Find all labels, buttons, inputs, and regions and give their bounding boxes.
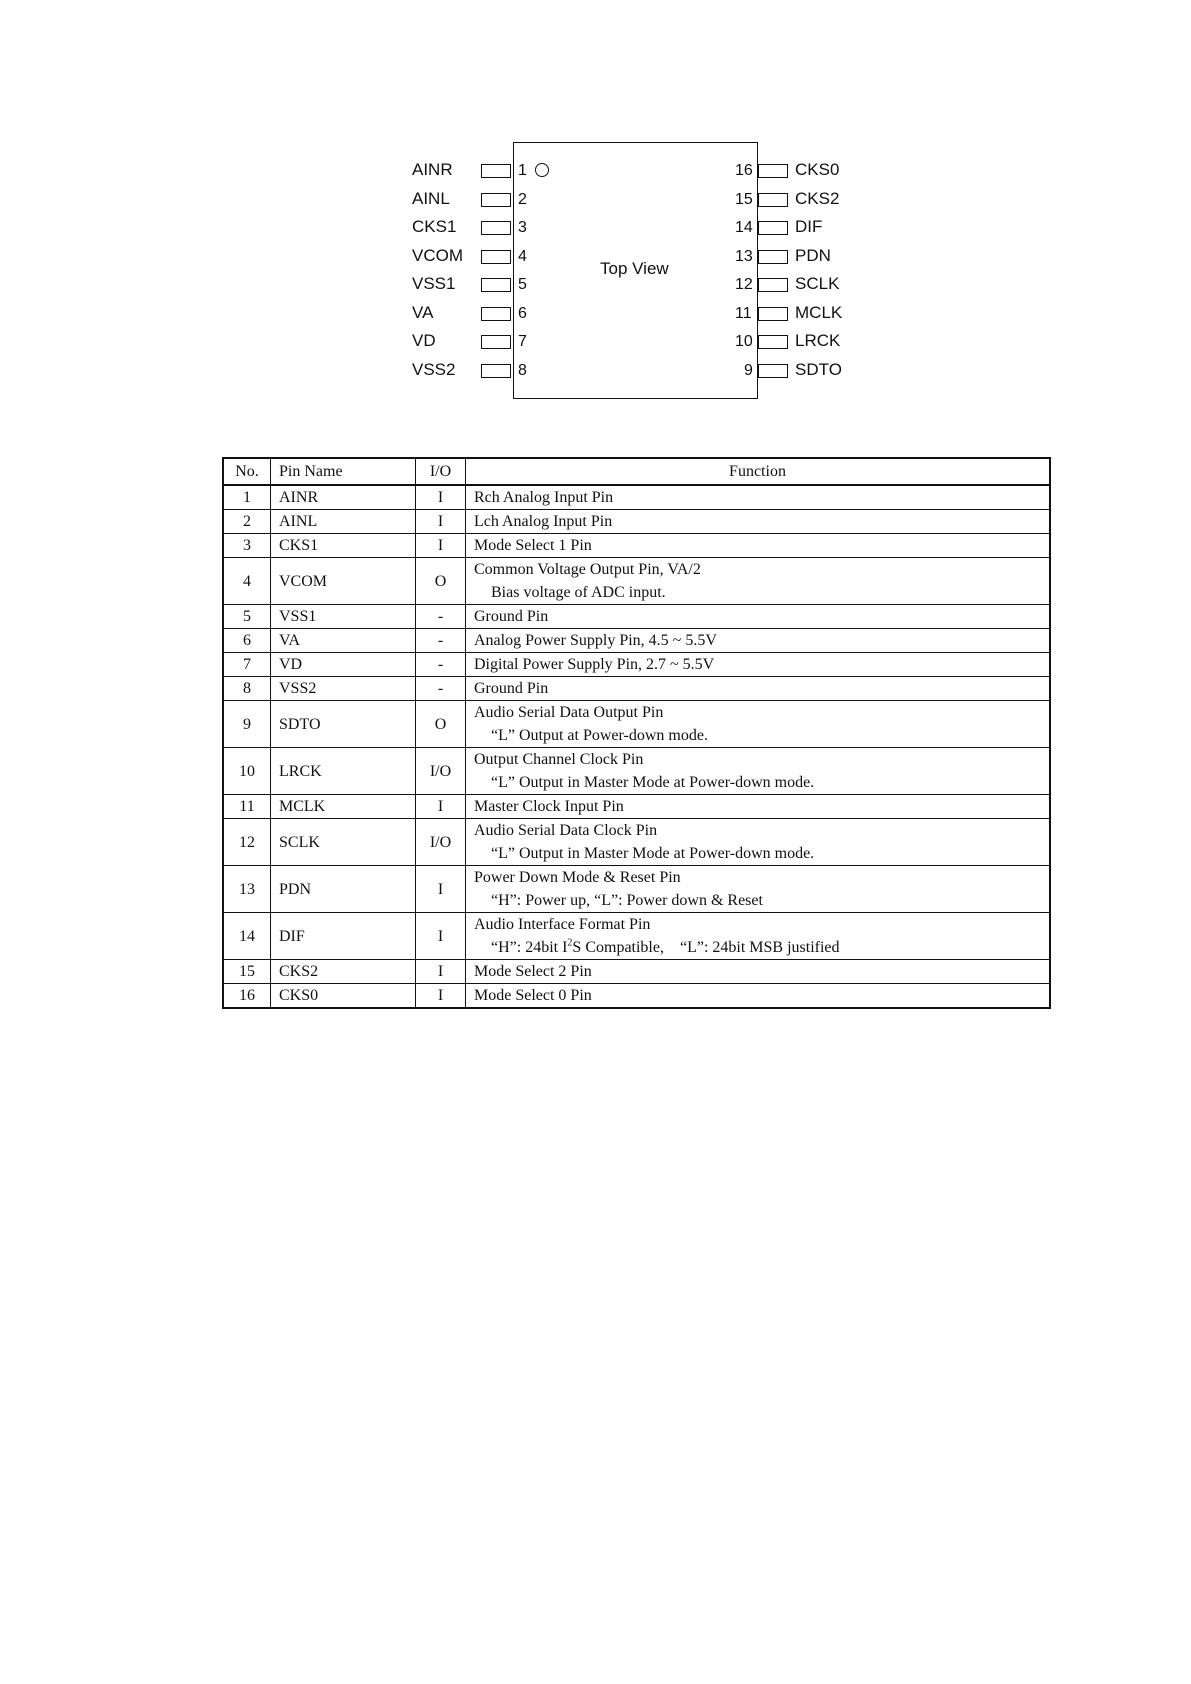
left-pin-name: AINR <box>412 160 453 179</box>
table-row <box>223 653 1050 677</box>
right-pin-name: SDTO <box>795 360 842 379</box>
right-pin-number: 15 <box>735 191 753 208</box>
right-pin-number: 10 <box>735 333 753 350</box>
pin-lead <box>758 193 788 207</box>
cell-function: Ground Pin <box>466 677 1051 701</box>
table-row <box>223 629 1050 653</box>
cell-io: I <box>416 795 466 819</box>
right-pin-name: CKS2 <box>795 189 840 208</box>
cell-function: Mode Select 1 Pin <box>466 534 1051 558</box>
left-pin-number: 4 <box>518 248 527 265</box>
cell-io: I <box>416 960 466 984</box>
cell-no: 7 <box>223 653 271 677</box>
pin-lead <box>758 250 788 264</box>
cell-pin-name: SDTO <box>271 701 416 748</box>
right-pin-name: DIF <box>795 217 823 236</box>
cell-pin-name: CKS1 <box>271 534 416 558</box>
right-pin-number: 9 <box>744 362 753 379</box>
pin-lead <box>758 307 788 321</box>
pin-lead <box>758 335 788 349</box>
pin-lead <box>481 164 511 178</box>
left-pin-number: 8 <box>518 362 527 379</box>
table-row <box>223 605 1050 629</box>
cell-pin-name: VA <box>271 629 416 653</box>
right-pin-number: 16 <box>735 162 753 179</box>
left-pin-name: VD <box>412 331 436 350</box>
header-no: No. <box>223 458 271 485</box>
cell-io: - <box>416 653 466 677</box>
cell-pin-name: PDN <box>271 866 416 913</box>
left-pin-name: VSS2 <box>412 360 456 379</box>
superscript: 2 <box>567 937 573 949</box>
cell-pin-name: DIF <box>271 913 416 960</box>
cell-io: O <box>416 701 466 748</box>
cell-no: 1 <box>223 485 271 510</box>
cell-no: 3 <box>223 534 271 558</box>
table-row <box>223 558 1050 605</box>
right-pin-number: 13 <box>735 248 753 265</box>
table-row <box>223 819 1050 866</box>
table-row <box>223 913 1050 960</box>
table-row <box>223 748 1050 795</box>
cell-no: 2 <box>223 510 271 534</box>
cell-function: Analog Power Supply Pin, 4.5 ~ 5.5V <box>466 629 1051 653</box>
cell-no: 14 <box>223 913 271 960</box>
cell-io: I <box>416 913 466 960</box>
cell-function <box>466 701 1051 748</box>
table-row <box>223 510 1050 534</box>
cell-function: Digital Power Supply Pin, 2.7 ~ 5.5V <box>466 653 1051 677</box>
function-text: Power Down Mode & Reset Pin <box>474 869 681 886</box>
right-pin-name: MCLK <box>795 303 843 322</box>
cell-io: O <box>416 558 466 605</box>
header-pin-name: Pin Name <box>271 458 416 485</box>
cell-no: 5 <box>223 605 271 629</box>
cell-no: 6 <box>223 629 271 653</box>
note-text: S Compatible, “L”: 24bit MSB justified <box>572 939 840 956</box>
function-note: “L” Output at Power-down mode. <box>491 727 708 744</box>
cell-io: I <box>416 534 466 558</box>
cell-io: I <box>416 485 466 510</box>
cell-function: Mode Select 0 Pin <box>466 984 1051 1009</box>
function-note: “H”: Power up, “L”: Power down & Reset <box>491 892 763 909</box>
right-pin-name: CKS0 <box>795 160 840 179</box>
left-pin-name: VSS1 <box>412 274 456 293</box>
cell-function: Lch Analog Input Pin <box>466 510 1051 534</box>
left-pin-number: 7 <box>518 333 527 350</box>
note-text: “H”: 24bit I <box>491 939 568 956</box>
cell-no: 9 <box>223 701 271 748</box>
right-pin-name: PDN <box>795 246 831 265</box>
left-pin-name: VA <box>412 303 434 322</box>
cell-function: Ground Pin <box>466 605 1051 629</box>
table-row <box>223 984 1050 1009</box>
cell-function: Mode Select 2 Pin <box>466 960 1051 984</box>
pin-lead <box>481 307 511 321</box>
cell-pin-name: VSS1 <box>271 605 416 629</box>
header-function: Function <box>466 458 1051 485</box>
pin-lead <box>758 221 788 235</box>
cell-io: I <box>416 866 466 913</box>
cell-no: 10 <box>223 748 271 795</box>
cell-io: I <box>416 984 466 1009</box>
table-row <box>223 960 1050 984</box>
left-pin-number: 2 <box>518 191 527 208</box>
cell-pin-name: CKS2 <box>271 960 416 984</box>
cell-pin-name: AINL <box>271 510 416 534</box>
left-pin-number: 3 <box>518 219 527 236</box>
cell-io: I <box>416 510 466 534</box>
cell-pin-name: CKS0 <box>271 984 416 1009</box>
cell-no: 12 <box>223 819 271 866</box>
cell-pin-name: MCLK <box>271 795 416 819</box>
cell-function <box>466 866 1051 913</box>
header-io: I/O <box>416 458 466 485</box>
right-pin-name: SCLK <box>795 274 840 293</box>
right-pin-name: LRCK <box>795 331 841 350</box>
left-pin-number: 5 <box>518 276 527 293</box>
left-pin-number: 6 <box>518 305 527 322</box>
left-pin-name: AINL <box>412 189 450 208</box>
function-text: Output Channel Clock Pin <box>474 751 644 768</box>
cell-pin-name: LRCK <box>271 748 416 795</box>
pin-function-table <box>222 457 1051 1009</box>
right-pin-number: 12 <box>735 276 753 293</box>
function-note: “L” Output in Master Mode at Power-down mode. <box>491 845 815 862</box>
cell-no: 13 <box>223 866 271 913</box>
function-text: Audio Interface Format Pin <box>474 916 651 933</box>
function-text: Common Voltage Output Pin, VA/2 <box>474 561 701 578</box>
cell-function <box>466 558 1051 605</box>
cell-pin-name: SCLK <box>271 819 416 866</box>
pin-lead <box>481 221 511 235</box>
pin-lead <box>758 278 788 292</box>
pin-lead <box>758 164 788 178</box>
pin-lead <box>481 193 511 207</box>
cell-no: 16 <box>223 984 271 1009</box>
cell-function <box>466 748 1051 795</box>
cell-pin-name: VSS2 <box>271 677 416 701</box>
right-pin-number: 14 <box>735 219 753 236</box>
cell-no: 4 <box>223 558 271 605</box>
cell-pin-name: AINR <box>271 485 416 510</box>
cell-io: I/O <box>416 819 466 866</box>
pin-lead <box>481 278 511 292</box>
table-row <box>223 795 1050 819</box>
table-row <box>223 866 1050 913</box>
pin-lead <box>481 364 511 378</box>
cell-io: - <box>416 605 466 629</box>
cell-function: Rch Analog Input Pin <box>466 485 1051 510</box>
table-row <box>223 485 1050 510</box>
pin-lead <box>481 250 511 264</box>
table-row <box>223 534 1050 558</box>
cell-no: 11 <box>223 795 271 819</box>
table-row <box>223 701 1050 748</box>
function-note <box>474 936 1041 959</box>
top-view-label: Top View <box>600 259 669 278</box>
cell-function <box>466 913 1051 960</box>
left-pin-name: VCOM <box>412 246 463 265</box>
cell-function: Master Clock Input Pin <box>466 795 1051 819</box>
function-note: Bias voltage of ADC input. <box>491 584 666 601</box>
cell-io: - <box>416 677 466 701</box>
left-pin-name: CKS1 <box>412 217 457 236</box>
function-text: Audio Serial Data Clock Pin <box>474 822 658 839</box>
table-row <box>223 677 1050 701</box>
table-header-row <box>223 458 1050 485</box>
function-text: Audio Serial Data Output Pin <box>474 704 664 721</box>
cell-pin-name: VD <box>271 653 416 677</box>
cell-io: - <box>416 629 466 653</box>
left-pin-number: 1 <box>518 162 527 179</box>
right-pin-number: 11 <box>735 305 752 322</box>
cell-io: I/O <box>416 748 466 795</box>
function-note: “L” Output in Master Mode at Power-down mode. <box>491 774 815 791</box>
cell-function <box>466 819 1051 866</box>
cell-no: 15 <box>223 960 271 984</box>
pin-lead <box>758 364 788 378</box>
pin1-indicator-icon <box>535 163 549 177</box>
cell-pin-name: VCOM <box>271 558 416 605</box>
pin-lead <box>481 335 511 349</box>
cell-no: 8 <box>223 677 271 701</box>
